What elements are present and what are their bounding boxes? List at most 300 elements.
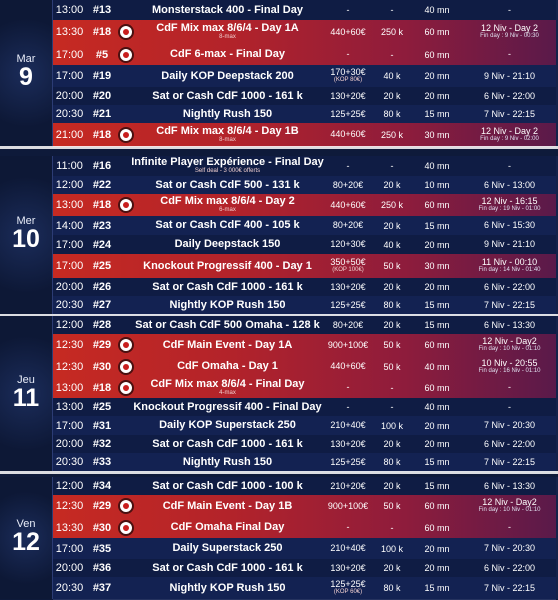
event-stack: - [390,49,394,60]
event-number: #21 [92,108,112,120]
time-cell [53,435,86,453]
time-cell [53,216,86,235]
late-reg-cell [461,453,558,471]
event-row[interactable] [53,435,556,454]
event-row[interactable] [53,577,556,600]
event-buyin: - [346,522,350,532]
event-buyin: 900+100€ [327,339,369,350]
event-buyin: 440+60€ [330,129,366,139]
event-buyin: 130+20€ [330,438,366,449]
stack-cell [371,377,413,398]
event-late-reg-note: Fin day : 9 Niv - 00:30 [480,33,539,39]
late-reg-cell [461,216,558,235]
event-buyin: 440+60€ [330,361,366,371]
buyin-cell [325,334,371,356]
event-late-reg: 12 Niv - Day2 [482,336,537,346]
event-late-reg: 7 Niv - 22:15 [483,299,536,310]
event-late-reg: - [508,401,511,412]
number-cell [87,477,117,495]
stack-cell [371,65,413,87]
day-name: Jeu [17,373,35,386]
stack-cell [371,495,413,517]
title-cell [131,538,324,559]
stack-cell [371,20,413,44]
late-reg-cell [461,20,558,44]
event-late-reg: 12 Niv - Day 2 [480,125,539,136]
event-stack: 20 k [383,282,401,292]
number-cell [87,435,117,453]
level-cell [413,0,461,20]
buyin-cell [325,517,371,538]
event-buyin: 125+25€ [330,456,366,467]
event-time: 13:00 [55,401,84,413]
late-reg-cell [461,156,558,176]
late-reg-cell [461,44,558,65]
title-cell [131,87,324,105]
event-stack: 50 k [383,261,401,271]
event-late-reg: 7 Niv - 22:15 [483,456,536,467]
level-cell [413,416,461,435]
event-buyin: 125+25€ [330,579,366,589]
event-subtitle: Self deal - 3 000€ offerts [194,168,261,174]
event-stack: - [390,522,394,533]
day-label [0,53,52,89]
time-cell [53,87,86,105]
event-late-reg: 6 Niv - 13:30 [483,480,536,491]
day-column [0,316,54,471]
event-row[interactable] [53,517,556,539]
event-late-reg: - [508,49,511,59]
event-stack: 80 k [383,457,401,467]
late-reg-cell [461,356,558,377]
buyin-cell [325,235,371,254]
event-title: Sat or Cash CdF 500 - 131 k [155,178,300,191]
level-cell [413,559,461,577]
event-number: #29 [92,339,112,351]
time-cell [53,296,86,314]
event-stack: 80 k [383,583,401,593]
level-cell [413,334,461,356]
buyin-cell [325,377,371,398]
late-reg-cell [461,495,558,517]
event-title: Monsterstack 400 - Final Day [151,3,303,16]
event-number: #26 [92,281,112,293]
buyin-cell [325,194,371,216]
stack-cell [371,254,413,278]
event-title: Daily KOP Deepstack 200 [161,69,294,82]
buyin-cell [325,477,371,495]
event-row[interactable] [53,334,556,357]
event-buyin: 210+20€ [330,480,366,491]
event-level-duration: 40 mn [424,402,450,412]
event-number: #20 [92,90,112,102]
event-title: Nightly KOP Rush 150 [169,581,286,594]
event-stack: 40 k [383,71,401,81]
event-buyin: 130+20€ [330,562,366,573]
event-row[interactable] [53,453,556,472]
event-time: 17:00 [55,419,84,432]
stack-cell [371,87,413,105]
time-cell [53,416,86,435]
buyin-cell [325,254,371,278]
title-cell [131,0,324,20]
late-reg-cell [461,316,558,334]
event-buyin: 210+40€ [330,543,366,553]
event-buyin: 130+20€ [330,90,366,101]
event-title: Daily Deepstack 150 [174,238,281,250]
day-separator [0,146,558,149]
number-cell [87,538,117,559]
event-late-reg: 7 Niv - 20:30 [483,420,536,430]
day-column [0,0,54,146]
buyin-cell [325,538,371,559]
event-number: #36 [92,562,112,574]
event-title: CdF Main Event - Day 1B [162,499,293,512]
event-late-reg: 12 Niv - 16:15 [481,196,538,206]
event-buyin: 130+20€ [330,281,366,292]
time-cell [53,156,86,176]
day-number: 9 [19,63,33,91]
level-cell [413,577,461,599]
event-level-duration: 15 mn [424,109,450,119]
event-number: #18 [92,26,112,38]
event-late-reg: - [508,4,511,15]
level-cell [413,156,461,176]
level-cell [413,235,461,254]
event-buyin: - [346,4,350,15]
event-row[interactable] [53,235,556,255]
event-stack: - [390,161,394,171]
event-stack: 100 k [380,420,404,431]
event-time: 20:00 [55,90,84,102]
time-cell [53,44,86,65]
stack-cell [371,517,413,538]
title-cell [131,377,324,398]
event-stack: - [390,382,394,393]
event-level-duration: 60 mn [424,501,450,511]
event-stack: 20 k [383,91,401,101]
event-late-reg: 12 Niv - Day2 [482,497,537,507]
event-title: Sat or Cash CdF 400 - 105 k [155,219,300,231]
event-rows [53,0,556,146]
number-cell [87,44,117,65]
buyin-cell [325,453,371,471]
buyin-cell [325,495,371,517]
event-title: Nightly KOP Rush 150 [169,298,286,311]
event-level-duration: 15 mn [424,220,450,231]
event-time: 13:30 [55,521,84,534]
title-cell [131,334,324,356]
event-time: 20:00 [55,562,84,574]
event-row[interactable] [53,495,556,518]
number-cell [87,296,117,314]
event-row[interactable] [53,123,556,147]
event-time: 13:00 [55,381,84,394]
buyin-cell [325,123,371,146]
event-buyin: 170+30€ [330,67,366,77]
time-cell [53,334,86,356]
event-late-reg: 6 Niv - 13:00 [483,179,536,190]
time-cell [53,517,86,538]
event-late-reg-note: Fin day : 16 Niv - 01:10 [478,367,541,374]
stack-cell [371,356,413,377]
event-late-reg-note: Fin day : 9 Niv - 02:00 [480,135,539,142]
event-level-duration: 60 mn [424,200,450,210]
day-name: Ven [16,518,36,530]
event-stack: 250 k [380,129,404,140]
event-level-duration: 10 mn [424,180,450,190]
event-number: #5 [95,48,109,61]
time-cell [53,194,86,216]
late-reg-cell [461,235,558,254]
day-name: Mer [16,215,36,227]
day-number: 10 [12,225,40,253]
stack-cell [371,176,413,194]
event-buyin: 125+25€ [330,299,366,310]
event-buyin: 440+60€ [330,199,366,210]
event-time: 14:00 [55,219,84,232]
time-cell [53,398,86,416]
time-cell [53,105,86,123]
level-cell [413,65,461,87]
buyin-cell [325,416,371,435]
number-cell [87,316,117,334]
event-number: #22 [92,179,112,191]
late-reg-cell [461,334,558,356]
event-level-duration: 20 mn [424,71,450,81]
event-time: 13:00 [55,4,84,16]
number-cell [87,194,117,216]
buyin-cell [325,65,371,87]
title-cell [131,453,324,471]
number-cell [87,356,117,377]
stack-cell [371,559,413,577]
event-late-reg: 7 Niv - 22:15 [483,108,536,119]
event-number: #34 [92,480,112,492]
event-title: Sat or Cash CdF 1000 - 161 k [152,89,303,102]
event-time: 20:30 [55,299,84,311]
late-reg-cell [461,559,558,577]
event-row[interactable] [53,20,556,45]
event-title: CdF Mix max 8/6/4 - Final Day [150,377,305,390]
late-reg-cell [461,416,558,435]
event-row[interactable] [53,559,556,578]
title-cell [131,235,324,254]
event-late-reg: 12 Niv - Day 2 [480,23,539,33]
time-cell [53,278,86,296]
time-cell [53,577,86,599]
event-row[interactable] [53,377,556,399]
event-late-reg: 6 Niv - 22:00 [483,281,536,292]
event-buyin: - [346,401,350,412]
level-cell [413,398,461,416]
late-reg-cell [461,538,558,559]
time-cell [53,65,86,87]
event-buyin: 900+100€ [327,500,369,511]
late-reg-cell [461,278,558,296]
stack-cell [371,105,413,123]
day-number: 12 [12,528,40,556]
event-number: #29 [92,500,112,512]
event-title: Sat or Cash CdF 1000 - 100 k [152,479,303,492]
event-title: Daily Superstack 250 [172,542,283,554]
stack-cell [371,477,413,495]
event-row[interactable] [53,176,556,195]
event-row[interactable] [53,316,556,335]
title-cell [131,194,324,216]
event-late-reg-note: Fin day : 10 Niv - 01:10 [478,346,541,352]
event-time: 12:30 [55,360,84,373]
number-cell [87,377,117,398]
event-row[interactable] [53,65,556,88]
event-row[interactable] [53,156,556,177]
event-time: 17:00 [55,70,84,82]
event-row[interactable] [53,278,556,297]
event-number: #35 [92,542,112,555]
event-time: 20:30 [55,582,84,594]
number-cell [87,105,117,123]
event-row[interactable] [53,216,556,236]
event-number: #23 [92,219,112,232]
event-level-duration: 60 mn [424,27,450,37]
level-cell [413,105,461,123]
event-row[interactable] [53,296,556,315]
event-number: #32 [92,438,112,450]
event-time: 17:00 [55,542,84,555]
event-late-reg: - [508,382,511,392]
event-row[interactable] [53,194,556,217]
event-stack: 20 k [383,180,401,190]
number-cell [87,398,117,416]
number-cell [87,20,117,44]
event-title: CdF 6-max - Final Day [170,48,285,60]
event-late-reg: - [508,160,511,171]
time-cell [53,123,86,146]
event-title: CdF Mix max 8/6/4 - Day 1B [156,124,299,137]
event-row[interactable] [53,105,556,124]
event-level-duration: 15 mn [424,481,450,491]
event-number: #31 [92,419,112,432]
event-late-reg: 6 Niv - 22:00 [483,562,536,573]
event-row[interactable] [53,254,556,279]
stack-cell [371,44,413,65]
late-reg-cell [461,123,558,146]
buyin-cell [325,577,371,599]
event-number: #18 [92,381,112,394]
event-buyin-note: (KOP 100€) [332,267,364,273]
event-time: 20:00 [55,438,84,450]
late-reg-cell [461,377,558,398]
late-reg-cell [461,105,558,123]
event-level-duration: 20 mn [424,439,450,449]
event-late-reg: 9 Niv - 21:10 [483,239,536,249]
day-column [0,477,54,599]
event-stack: 40 k [383,239,401,250]
level-cell [413,176,461,194]
number-cell [87,176,117,194]
stack-cell [371,296,413,314]
buyin-cell [325,176,371,194]
title-cell [131,254,324,278]
event-buyin: 80+20€ [332,319,364,330]
level-cell [413,495,461,517]
day-label [0,374,52,410]
day-label [0,215,52,251]
event-time: 17:00 [55,260,84,272]
event-level-duration: 20 mn [424,282,450,292]
number-cell [87,235,117,254]
title-cell [131,105,324,123]
buyin-cell [325,87,371,105]
event-title: Infinite Player Expérience - Final Day [131,156,324,168]
late-reg-cell [461,194,558,216]
event-time: 20:30 [55,108,84,120]
event-number: #18 [92,128,112,141]
level-cell [413,87,461,105]
event-level-duration: 40 mn [424,161,450,171]
number-cell [87,517,117,538]
event-row[interactable] [53,0,556,21]
title-cell [131,435,324,453]
event-row[interactable] [53,398,556,417]
event-level-duration: 15 mn [424,320,450,330]
number-cell [87,87,117,105]
stack-cell [371,316,413,334]
buyin-cell [325,356,371,377]
stack-cell [371,123,413,146]
event-number: #25 [92,260,112,272]
event-row[interactable] [53,87,556,106]
event-buyin-note: (KOP 80€) [333,77,363,83]
event-buyin: 80+20€ [332,220,364,230]
event-time: 17:00 [55,238,84,251]
event-row[interactable] [53,538,556,560]
title-cell [131,517,324,538]
event-number: #27 [92,299,112,311]
event-level-duration: 20 mn [424,91,450,101]
event-title: Nightly Rush 150 [182,107,273,120]
time-cell [53,176,86,194]
event-buyin: - [346,49,350,59]
event-title: Daily KOP Superstack 250 [159,419,296,431]
event-row[interactable] [53,356,556,378]
event-row[interactable] [53,416,556,436]
event-level-duration: 20 mn [424,543,450,554]
level-cell [413,216,461,235]
number-cell [87,0,117,20]
event-title: CdF Omaha Final Day [170,521,285,533]
level-cell [413,278,461,296]
level-cell [413,123,461,146]
day-column [0,156,54,314]
late-reg-cell [461,517,558,538]
event-title: Sat or Cash CdF 1000 - 161 k [152,437,303,450]
event-row[interactable] [53,477,556,496]
event-time: 12:00 [55,480,84,492]
number-cell [87,216,117,235]
event-time: 13:00 [55,199,84,211]
event-time: 12:00 [55,179,84,191]
level-cell [413,194,461,216]
level-cell [413,477,461,495]
number-cell [87,453,117,471]
event-title: Sat or Cash CdF 1000 - 161 k [152,561,303,574]
number-cell [87,416,117,435]
buyin-cell [325,216,371,235]
stack-cell [371,216,413,235]
time-cell [53,0,86,20]
event-row[interactable] [53,44,556,66]
